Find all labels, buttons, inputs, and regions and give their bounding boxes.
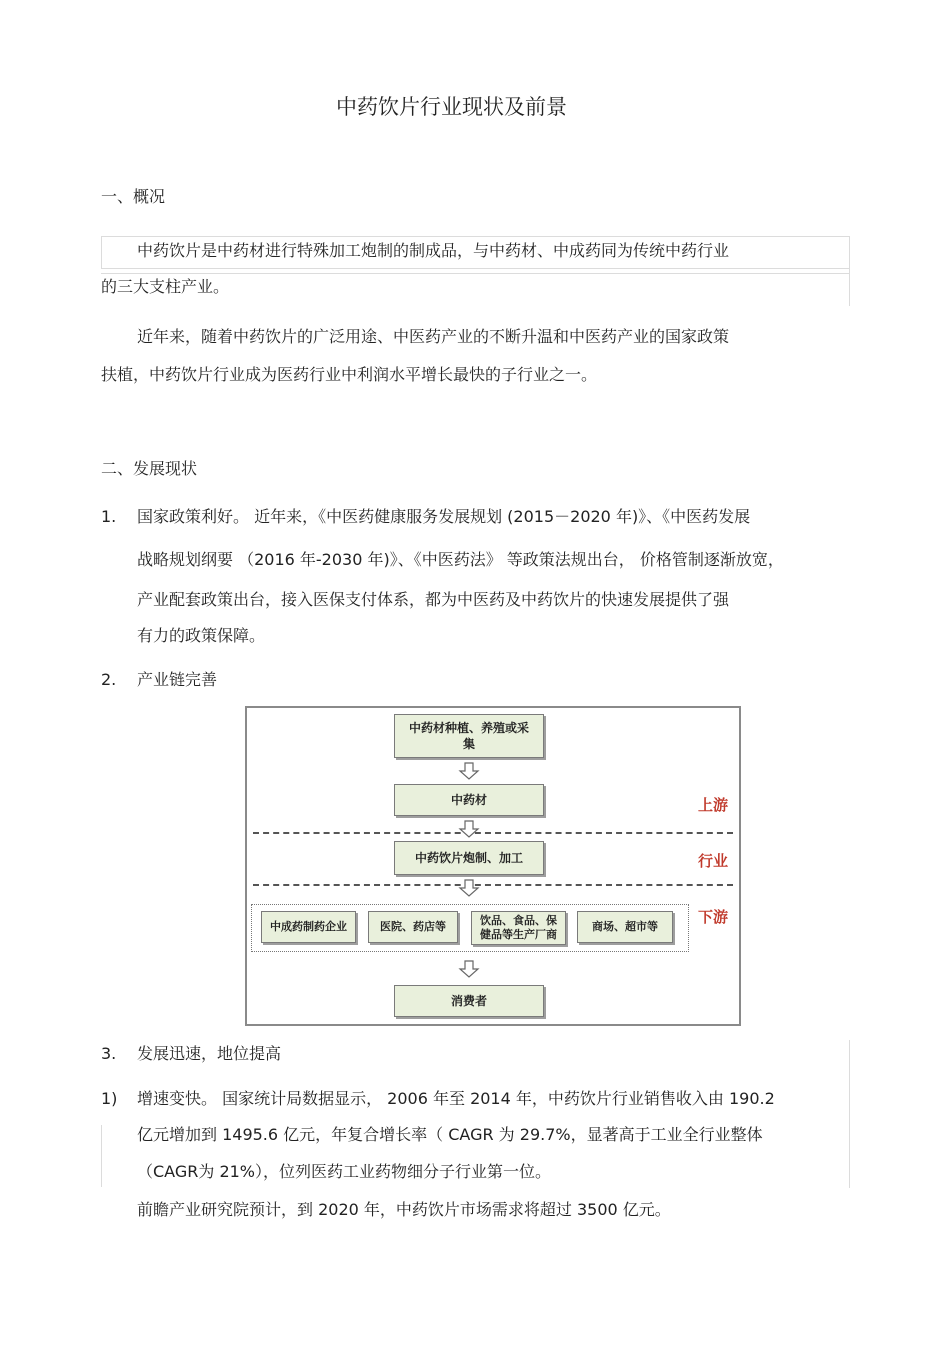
rule-line: [101, 273, 849, 274]
paragraph-line: 扶植，中药饮片行业成为医药行业中利润水平增长最快的子行业之一。: [101, 365, 598, 384]
divider-dashed: [253, 832, 733, 834]
page-title: 中药饮片行业现状及前景: [336, 95, 567, 119]
list-item-text: 增速变快。 国家统计局数据显示， 2006 年至 2014 年，中药饮片行业销售收入由 190.2: [137, 1089, 775, 1108]
box-raw-material-cultivation: 中药材种植、养殖或采集: [394, 714, 544, 758]
section-heading-overview: 一、概况: [101, 187, 166, 206]
box-downstream-supermarket: 商场、超市等: [577, 911, 673, 943]
paragraph-line: 中药饮片是中药材进行特殊加工炮制的制成品，与中药材、中成药同为传统中药行业: [137, 241, 730, 260]
list-item-text: （CAGR为 21%），位列医药工业药物细分子行业第一位。: [137, 1162, 552, 1181]
list-item-text: 国家政策利好。 近年来，《中医药健康服务发展规划 (2015－2020 年)》、《中医药发展: [137, 507, 751, 526]
list-item-text: 战略规划纲要 （2016 年-2030 年)》、《中医药法》 等政策法规出台， 价格管制逐渐放宽，: [137, 550, 784, 569]
down-arrow-icon: [458, 960, 480, 978]
section-heading-status: 二、发展现状: [101, 459, 198, 478]
box-downstream-pharma: 中成药制药企业: [261, 911, 356, 943]
list-item-text: 前瞻产业研究院预计，到 2020 年，中药饮片市场需求将超过 3500 亿元。: [137, 1200, 671, 1219]
list-item-text: 有力的政策保障。: [137, 626, 266, 645]
industry-chain-diagram: [245, 706, 741, 1026]
paragraph-line: 的三大支柱产业。: [101, 277, 230, 296]
list-item-text: 亿元增加到 1495.6 亿元，年复合增长率（ CAGR 为 29.7%，显著高于工业全行业整体: [137, 1125, 763, 1144]
paragraph-line: 近年来，随着中药饮片的广泛用途、中医药产业的不断升温和中医药产业的国家政策: [137, 327, 730, 346]
rule-line: [849, 1040, 850, 1188]
list-number: 2.: [101, 670, 117, 689]
box-downstream-hospital: 医院、药店等: [368, 911, 458, 943]
list-number: 3.: [101, 1044, 117, 1063]
rule-line: [101, 236, 849, 237]
label-downstream: 下游: [698, 908, 729, 926]
down-arrow-icon: [458, 762, 480, 780]
label-industry: 行业: [698, 852, 729, 870]
rule-line: [849, 236, 850, 306]
rule-line: [101, 236, 102, 268]
box-downstream-manufacturers: 饮品、食品、保健品等生产厂商: [471, 911, 566, 945]
divider-dashed: [253, 884, 733, 886]
list-item-text: 产业配套政策出台，接入医保支付体系，都为中医药及中药饮片的快速发展提供了强: [137, 590, 730, 609]
down-arrow-icon: [458, 879, 480, 897]
list-item-text: 产业链完善: [137, 670, 218, 689]
list-number: 1.: [101, 507, 117, 526]
list-number: 1): [101, 1089, 118, 1108]
box-raw-material: 中药材: [394, 784, 544, 816]
box-processing: 中药饮片炮制、加工: [394, 841, 544, 875]
down-arrow-icon: [458, 820, 480, 838]
rule-line: [101, 268, 849, 269]
rule-line: [101, 1125, 102, 1187]
label-upstream: 上游: [698, 796, 729, 814]
box-consumer: 消费者: [394, 985, 544, 1017]
list-item-text: 发展迅速，地位提高: [137, 1044, 282, 1063]
